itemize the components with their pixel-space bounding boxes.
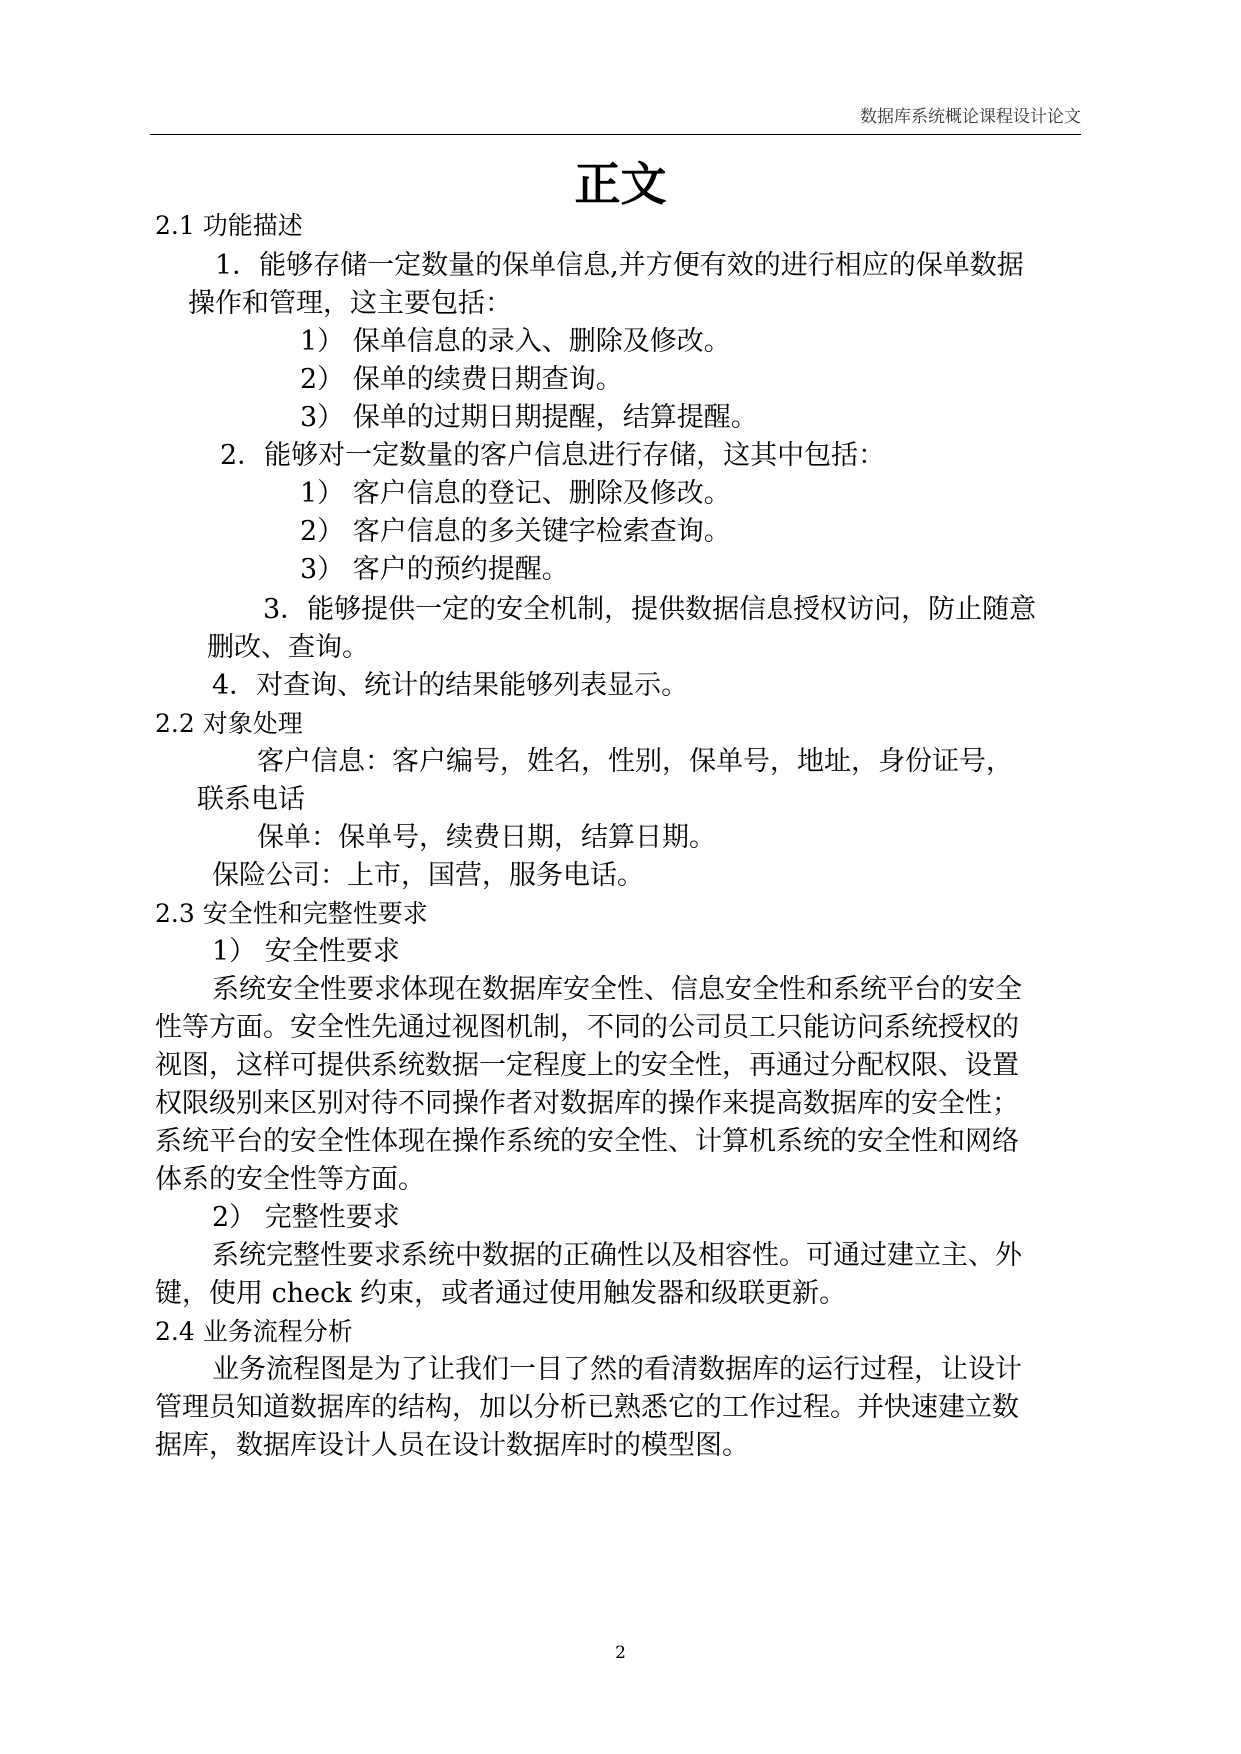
item1-sub-1: 1） 保单信息的录入、删除及修改。 bbox=[300, 326, 731, 357]
security-line-1: 系统安全性要求体现在数据库安全性、信息安全性和系统平台的安全 bbox=[212, 974, 1022, 1005]
page-number: 2 bbox=[615, 1643, 626, 1663]
integrity-subtitle: 2） 完整性要求 bbox=[212, 1202, 400, 1233]
section-heading-2-1: 2.1 功能描述 bbox=[155, 211, 303, 240]
item1-sub-2: 2） 保单的续费日期查询。 bbox=[300, 364, 623, 395]
customer-line2: 联系电话 bbox=[197, 784, 305, 815]
section-heading-2-4: 2.4 业务流程分析 bbox=[155, 1317, 353, 1346]
security-line-4: 权限级别来区别对待不同操作者对数据库的操作来提高数据库的安全性； bbox=[155, 1088, 1019, 1119]
security-line-6: 体系的安全性等方面。 bbox=[155, 1164, 425, 1195]
security-line-5: 系统平台的安全性体现在操作系统的安全性、计算机系统的安全性和网络 bbox=[155, 1126, 1019, 1157]
section-heading-2-3: 2.3 安全性和完整性要求 bbox=[155, 899, 428, 928]
security-line-3: 视图，这样可提供系统数据一定程度上的安全性，再通过分配权限、设置 bbox=[155, 1050, 1019, 1081]
item4-line1: 4．对查询、统计的结果能够列表显示。 bbox=[212, 670, 689, 701]
page-title: 正文 bbox=[574, 157, 667, 211]
policy-line: 保单：保单号，续费日期，结算日期。 bbox=[257, 822, 716, 853]
item3-line2: 删改、查询。 bbox=[207, 632, 369, 663]
item2-line1: 2．能够对一定数量的客户信息进行存储，这其中包括： bbox=[220, 440, 886, 471]
workflow-line-1: 业务流程图是为了让我们一目了然的看清数据库的运行过程，让设计 bbox=[212, 1354, 1022, 1385]
security-line-2: 性等方面。安全性先通过视图机制，不同的公司员工只能访问系统授权的 bbox=[155, 1012, 1019, 1043]
item3-line1: 3．能够提供一定的安全机制，提供数据信息授权访问，防止随意 bbox=[263, 594, 1037, 625]
item1-line2: 操作和管理，这主要包括： bbox=[188, 288, 512, 319]
item2-sub-3: 3） 客户的预约提醒。 bbox=[300, 554, 569, 585]
item1-line1: 1．能够存储一定数量的保单信息,并方便有效的进行相应的保单数据 bbox=[215, 250, 1024, 281]
integrity-line-2: 键，使用 check 约束，或者通过使用触发器和级联更新。 bbox=[155, 1278, 847, 1309]
item2-sub-1: 1） 客户信息的登记、删除及修改。 bbox=[300, 478, 731, 509]
page-header bbox=[150, 92, 1081, 135]
header-title: 数据库系统概论课程设计论文 bbox=[860, 107, 1081, 127]
security-subtitle: 1） 安全性要求 bbox=[212, 936, 400, 967]
customer-line1: 客户信息：客户编号，姓名，性别，保单号，地址，身份证号， bbox=[257, 746, 1013, 777]
item2-sub-2: 2） 客户信息的多关键字检索查询。 bbox=[300, 516, 731, 547]
company-line: 保险公司：上市，国营，服务电话。 bbox=[212, 860, 644, 891]
section-heading-2-2: 2.2 对象处理 bbox=[155, 709, 303, 738]
workflow-line-3: 据库，数据库设计人员在设计数据库时的模型图。 bbox=[155, 1430, 749, 1461]
workflow-line-2: 管理员知道数据库的结构，加以分析已熟悉它的工作过程。并快速建立数 bbox=[155, 1392, 1019, 1423]
item1-sub-3: 3） 保单的过期日期提醒，结算提醒。 bbox=[300, 402, 758, 433]
integrity-line-1: 系统完整性要求系统中数据的正确性以及相容性。可通过建立主、外 bbox=[212, 1240, 1022, 1271]
